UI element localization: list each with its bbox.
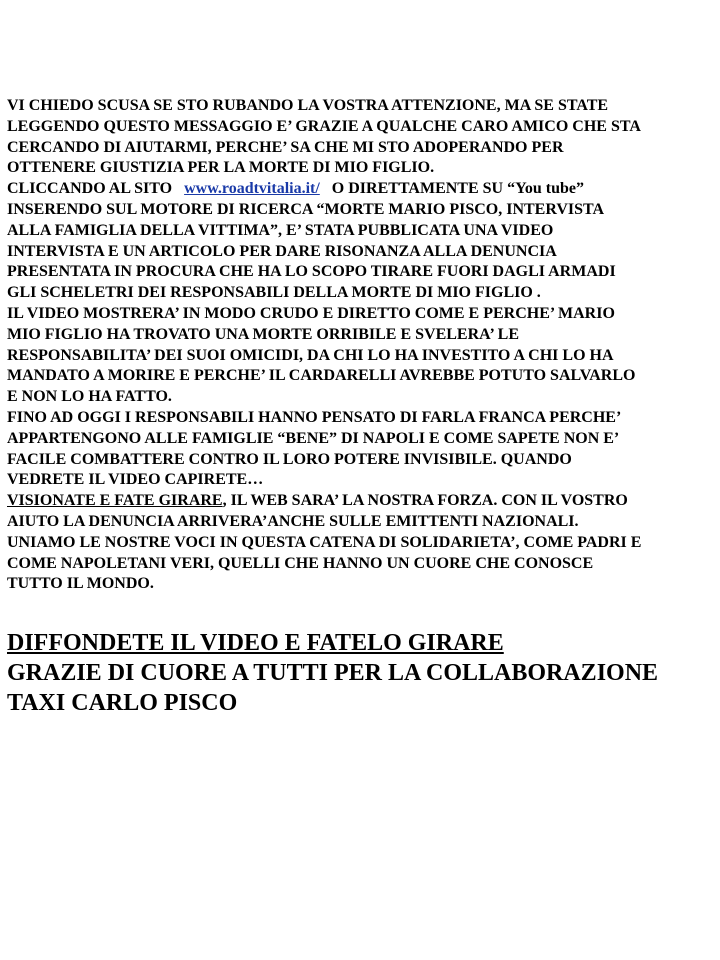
- body-line: ALLA FAMIGLIA DELLA VITTIMA”, E’ STATA PUBBLICATA UNA VIDEO: [7, 221, 554, 239]
- body-line-with-underline: [7, 491, 720, 512]
- underlined-call-to-action: VISIONATE E FATE GIRARE: [7, 492, 223, 510]
- body-line: RESPONSABILITA’ DEI SUOI OMICIDI, DA CHI LO HA INVESTITO A CHI LO HA: [7, 346, 614, 364]
- body-line: FACILE COMBATTERE CONTRO IL LORO POTERE INVISIBILE. QUANDO: [7, 450, 572, 468]
- body-line: INSERENDO SUL MOTORE DI RICERCA “MORTE MARIO PISCO, INTERVISTA: [7, 200, 605, 218]
- body-line: VI CHIEDO SCUSA SE STO RUBANDO LA VOSTRA ATTENZIONE, MA SE STATE: [7, 97, 609, 114]
- body-line: OTTENERE GIUSTIZIA PER LA MORTE DI MIO FIGLIO.: [7, 159, 435, 177]
- body-line: MANDATO A MORIRE E PERCHE’ IL CARDARELLI AVREBBE POTUTO SALVARLO: [7, 367, 636, 385]
- closing-thanks: GRAZIE DI CUORE A TUTTI PER LA COLLABORAZIONE: [7, 660, 659, 686]
- website-link[interactable]: www.roadtvitalia.it/: [184, 180, 320, 198]
- body-line: APPARTENGONO ALLE FAMIGLIE “BENE” DI NAPOLI E COME SAPETE NON E’: [7, 429, 620, 447]
- closing-signature: TAXI CARLO PISCO: [7, 690, 238, 716]
- body-line: E NON LO HA FATTO.: [7, 388, 172, 406]
- body-line: CERCANDO DI AIUTARMI, PERCHE’ SA CHE MI STO ADOPERANDO PER: [7, 138, 564, 156]
- body-line: VEDRETE IL VIDEO CAPIRETE…: [7, 471, 264, 489]
- closing-block: [7, 628, 658, 718]
- body-line: AIUTO LA DENUNCIA ARRIVERA’ANCHE SULLE EMITTENTI NAZIONALI.: [7, 512, 579, 530]
- body-line: PRESENTATA IN PROCURA CHE HA LO SCOPO TIRARE FUORI DAGLI ARMADI: [7, 263, 616, 281]
- body-line: IL VIDEO MOSTRERA’ IN MODO CRUDO E DIRETTO COME E PERCHE’ MARIO: [7, 304, 615, 322]
- body-line: TUTTO IL MONDO.: [7, 575, 154, 593]
- body-text-segment: CLICCANDO AL SITO: [7, 180, 185, 198]
- body-line: MIO FIGLIO HA TROVATO UNA MORTE ORRIBILE E SVELERA’ LE: [7, 325, 519, 343]
- body-line: UNIAMO LE NOSTRE VOCI IN QUESTA CATENA DI SOLIDARIETA’, COME PADRI E: [7, 533, 642, 551]
- body-line: GLI SCHELETRI DEI RESPONSABILI DELLA MORTE DI MIO FIGLIO .: [7, 284, 541, 302]
- body-text-segment: , IL WEB SARA’ LA NOSTRA FORZA. CON IL VOSTRO: [222, 492, 628, 510]
- message-body: [7, 96, 720, 595]
- body-line: INTERVISTA E UN ARTICOLO PER DARE RISONANZA ALLA DENUNCIA: [7, 242, 557, 260]
- body-line-with-link: [7, 179, 720, 200]
- body-line: FINO AD OGGI I RESPONSABILI HANNO PENSATO DI FARLA FRANCA PERCHE’: [7, 408, 622, 426]
- body-line: COME NAPOLETANI VERI, QUELLI CHE HANNO UN CUORE CHE CONOSCE: [7, 554, 594, 572]
- body-line: LEGGENDO QUESTO MESSAGGIO E’ GRAZIE A QUALCHE CARO AMICO CHE STA: [7, 117, 641, 135]
- body-text-segment: O DIRETTAMENTE SU “You tube”: [319, 180, 584, 198]
- closing-headline: DIFFONDETE IL VIDEO E FATELO GIRARE: [7, 630, 504, 656]
